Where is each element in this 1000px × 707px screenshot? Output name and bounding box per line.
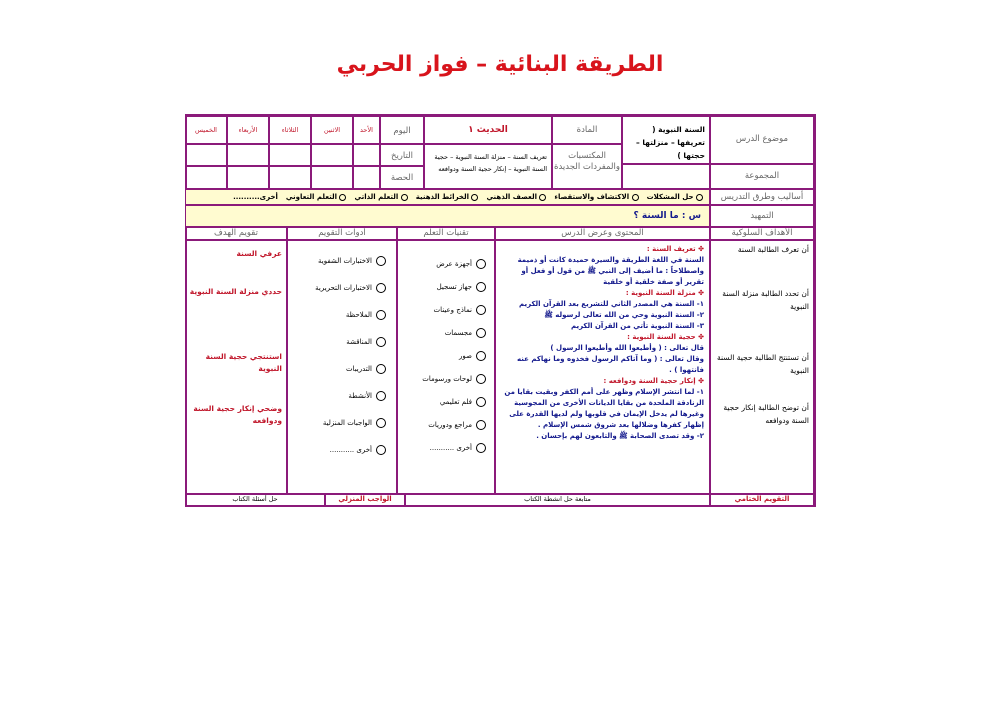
radio-icon[interactable] xyxy=(476,397,486,407)
method-6[interactable]: أخرى.......... xyxy=(233,193,278,201)
radio-icon[interactable] xyxy=(476,305,486,315)
radio-icon[interactable] xyxy=(476,259,486,269)
day-tue: الثلاثاء xyxy=(281,126,299,134)
methods-label-cell xyxy=(710,189,814,205)
eval-3: وضحي إنكار حجية السنة ودوافعه xyxy=(193,404,282,425)
date-label: التاريخ xyxy=(390,151,414,161)
final-eval-value: متابعة حل انشطة الكتاب xyxy=(524,495,591,503)
hdr-tech-cell xyxy=(397,227,495,240)
subject-value-cell xyxy=(622,116,710,164)
method-2[interactable]: العصف الذهني xyxy=(486,193,546,201)
hdr-eval: تقويم الهدف xyxy=(214,228,258,238)
eval-col xyxy=(185,240,287,494)
vocab-label-cell xyxy=(552,144,622,189)
method-1[interactable]: الاكتشاف والاستقصاء xyxy=(554,193,638,201)
subject-label: موضوع الدرس xyxy=(735,134,789,144)
intro-value: س : ما السنة ؟ xyxy=(633,211,701,221)
vocab-value-cell xyxy=(424,144,552,189)
content-p4: ١- لما انتشر الإسلام وظهر على أمم الكفر وبقيت بقايا من الزنادقة الملحدة من بقايا الديانات الأخرى من المجوسية وغيرها لم يدخل الإيمان في قلوبها ولم لديها القدرة على إظهار كفرها وضلالها بعد شروق شمس الإسلام . xyxy=(504,388,704,429)
tools-item-0[interactable]: الاختبارات الشفوية xyxy=(318,256,386,266)
hdr-tools: أدوات التقويم xyxy=(318,228,366,238)
day-mon: الاثنين xyxy=(323,126,341,134)
tools-col xyxy=(287,240,397,494)
lesson-plan-sheet xyxy=(185,114,816,507)
objective-3: أن توضح الطالبة إنكار حجية السنة ودوافعه xyxy=(723,403,809,425)
radio-icon[interactable] xyxy=(376,337,386,347)
eval-1: حددي منزلة السنة النبوية xyxy=(189,287,282,296)
page-title: الطريقة البنائية – فواز الحربي xyxy=(336,52,664,77)
radio-icon[interactable] xyxy=(376,391,386,401)
tech-item-7[interactable]: مراجع ودوريات xyxy=(428,420,486,430)
hdr-content-cell xyxy=(495,227,710,240)
day-label: اليوم xyxy=(393,126,411,136)
final-eval-label: التقويم الختامي xyxy=(734,495,790,503)
group-label: المجموعة xyxy=(744,171,780,181)
tools-item-6[interactable]: الواجبات المنزلية xyxy=(323,418,386,428)
hdr-tools-cell xyxy=(287,227,397,240)
final-eval-label-cell xyxy=(710,494,814,507)
eval-2: استنتجي حجية السنة النبوية xyxy=(205,352,282,373)
homework-label: الواجب المنزلي xyxy=(338,495,392,503)
tech-col xyxy=(397,240,495,494)
radio-icon[interactable] xyxy=(476,374,486,384)
method-5[interactable]: التعلم التعاوني xyxy=(286,193,347,201)
tools-item-4[interactable]: التدريبات xyxy=(346,364,386,374)
material-value-cell xyxy=(424,116,552,144)
content-p2c: ٣- السنة النبوية تأتي من القرآن الكريم xyxy=(570,322,704,330)
radio-icon[interactable] xyxy=(376,283,386,293)
period-label: الحصة xyxy=(390,173,414,183)
tech-item-1[interactable]: جهاز تسجيل xyxy=(437,282,486,292)
material-label: المادة xyxy=(576,125,598,135)
radio-icon[interactable] xyxy=(376,445,386,455)
day-sun: الأحد xyxy=(360,126,373,134)
tools-item-1[interactable]: الاختبارات التحريرية xyxy=(315,283,386,293)
eval-0: عرفي السنة xyxy=(236,249,282,258)
content-p5: ٢- وقد تصدى الصحابة ﷺ والتابعون لهم بإحسان . xyxy=(536,432,704,440)
content-h2: ✤ منزلة السنة النبوية : xyxy=(625,289,704,297)
method-0[interactable]: حل المشكلات xyxy=(647,193,703,201)
objective-0: أن تعرف الطالبة السنة xyxy=(737,245,809,254)
method-3[interactable]: الخرائط الذهنية xyxy=(416,193,479,201)
tools-item-7[interactable]: أخرى ........... xyxy=(330,445,386,455)
content-p2a: ١- السنة هي المصدر الثاني للتشريع بعد القرآن الكريم xyxy=(518,300,704,308)
day-thu: الخميس xyxy=(195,126,217,134)
day-grid xyxy=(185,116,380,189)
tech-item-0[interactable]: أجهزة عرض xyxy=(436,259,486,269)
intro-label-cell xyxy=(710,205,814,227)
methods-label: أساليب وطرق التدريس xyxy=(720,192,804,202)
material-value: الحديث ١ xyxy=(468,125,508,135)
group-label-cell xyxy=(710,164,814,189)
radio-icon[interactable] xyxy=(376,256,386,266)
date-label-cell xyxy=(380,144,424,166)
homework-value-cell xyxy=(185,494,325,507)
hdr-objectives: الأهداف السلوكية xyxy=(731,228,793,238)
tools-item-2[interactable]: الملاحظة xyxy=(346,310,386,320)
tech-item-8[interactable]: أخرى ........... xyxy=(430,443,486,453)
method-4[interactable]: التعلم الذاتي xyxy=(354,193,407,201)
subject-value: السنة النبوية ( تعريفها – منزلتها – حجتها ) xyxy=(635,125,705,160)
objective-1: أن تحدد الطالبة منزلة السنة النبوية xyxy=(722,289,809,311)
content-h4: ✤ إنكار حجية السنة ودوافعه : xyxy=(603,377,704,385)
objective-2: أن تستنتج الطالبة حجية السنة النبوية xyxy=(716,353,809,375)
radio-icon[interactable] xyxy=(376,310,386,320)
radio-icon[interactable] xyxy=(476,420,486,430)
group-value-cell xyxy=(622,164,710,189)
hdr-content: المحتوى وعرض الدرس xyxy=(561,228,644,238)
hdr-objectives-cell xyxy=(710,227,814,240)
tech-item-2[interactable]: نماذج وعينات xyxy=(434,305,487,315)
content-p2b: ٢- السنة النبوية وحي من الله تعالى لرسوله ﷺ xyxy=(544,311,704,319)
day-label-cell xyxy=(380,116,424,144)
intro-label: التمهيد xyxy=(750,211,774,221)
intro-value-cell xyxy=(185,205,710,227)
content-col xyxy=(495,240,710,494)
content-p3a: قال تعالى : ( وأطيعوا الله وأطيعوا الرسول ) xyxy=(550,344,704,352)
hdr-eval-cell xyxy=(185,227,287,240)
objectives-col xyxy=(710,240,814,494)
tech-item-4[interactable]: صور xyxy=(459,351,486,361)
radio-icon[interactable] xyxy=(376,418,386,428)
final-eval-value-cell xyxy=(405,494,710,507)
radio-icon[interactable] xyxy=(476,282,486,292)
tech-item-6[interactable]: فلم تعليمي xyxy=(440,397,486,407)
content-h3: ✤ حجية السنة النبوية : xyxy=(627,333,704,341)
tech-item-3[interactable]: مجسمات xyxy=(445,328,486,338)
homework-value: حل أسئلة الكتاب xyxy=(232,495,278,503)
material-label-cell xyxy=(552,116,622,144)
content-h1: ✤ تعريف السنة : xyxy=(646,245,704,253)
content-p3b: وقال تعالى : ( وما آتاكم الرسول فخذوه وما نهاكم عنه فانتهوا ) . xyxy=(517,355,704,374)
vocab-label: المكتسبات والمفردات الجديدة xyxy=(554,151,620,172)
radio-icon[interactable] xyxy=(376,364,386,374)
radio-icon[interactable] xyxy=(476,443,486,453)
homework-label-cell xyxy=(325,494,405,507)
period-label-cell xyxy=(380,166,424,189)
content-p1: السنة في اللغة الطريقة والسيرة حميدة كانت أو ذميمة واصطلاحاً : ما أضيف إلى النبي ﷺ من قول أو فعل أو تقرير أو صفة خلقية أو خلقية xyxy=(517,256,704,286)
tools-item-5[interactable]: الأنشطة xyxy=(348,391,386,401)
day-wed: الأربعاء xyxy=(238,126,258,134)
radio-icon[interactable] xyxy=(476,328,486,338)
vocab-value: تعريف السنة – منزلة السنة النبوية – حجية السنة النبوية – إنكار حجية السنة ودوافعه xyxy=(434,153,547,173)
methods-row xyxy=(185,189,710,205)
hdr-tech: تقنيات التعلم xyxy=(423,228,469,238)
subject-label-cell xyxy=(710,116,814,164)
tools-item-3[interactable]: المناقشة xyxy=(346,337,386,347)
radio-icon[interactable] xyxy=(476,351,486,361)
tech-item-5[interactable]: لوحات ورسومات xyxy=(422,374,486,384)
